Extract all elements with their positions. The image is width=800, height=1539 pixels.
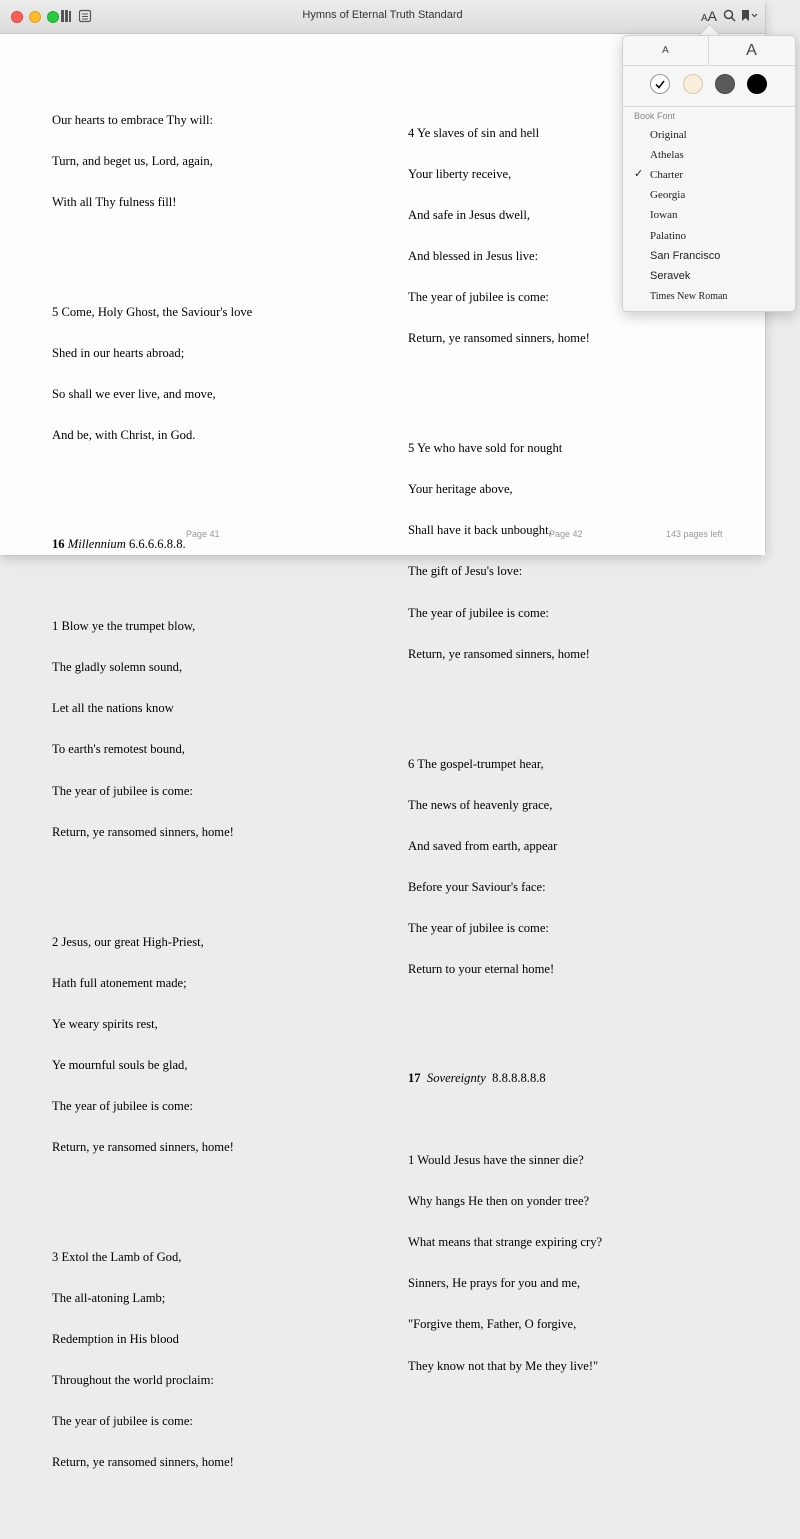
verse-line: Ye mournful souls be glad,: [52, 1057, 188, 1072]
verse-line: The gladly solemn sound,: [52, 660, 183, 675]
increase-font-size-button[interactable]: A: [746, 42, 757, 59]
text-size-button[interactable]: [701, 8, 717, 24]
verse-line: 6 The gospel-trumpet hear,: [408, 756, 544, 771]
font-option-palatino[interactable]: Palatino: [650, 230, 687, 242]
text-size-large-glyph: A: [707, 8, 718, 24]
stanza: [408, 1127, 602, 1401]
font-option-iowan[interactable]: Iowan: [650, 209, 678, 221]
stanza: [408, 99, 602, 373]
hymn-heading: [408, 1072, 602, 1086]
verse-line: 3 Extol the Lamb of God,: [52, 1249, 182, 1264]
hymn-name: Sovereignty: [426, 1070, 486, 1085]
verse-line: Our hearts to embrace Thy will:: [52, 112, 213, 127]
left-page: [52, 59, 252, 1539]
verse-line: Return, ye ransomed sinners, home!: [408, 646, 590, 661]
hymn-number: 16: [52, 536, 65, 551]
theme-row: [623, 66, 795, 107]
verse-line: The news of heavenly grace,: [408, 797, 553, 812]
window-title: Hymns of Eternal Truth Standard: [302, 9, 463, 21]
verse-line: And blessed in Jesus live:: [408, 249, 539, 264]
bookmark-icon[interactable]: [740, 9, 758, 27]
verse-line: Return to your eternal home!: [408, 962, 555, 977]
verse-line: 2 Jesus, our great High-Priest,: [52, 934, 204, 949]
stanza: [52, 279, 252, 471]
theme-sepia-button[interactable]: [683, 74, 703, 94]
verse-line: The gift of Jesu's love:: [408, 564, 523, 579]
verse-line: The year of jubilee is come:: [408, 290, 549, 305]
verse-line: Return, ye ransomed sinners, home!: [52, 1455, 234, 1470]
verse-line: The year of jubilee is come:: [408, 920, 549, 935]
search-icon[interactable]: [723, 9, 736, 27]
page-number-right: Page 42: [549, 529, 583, 539]
verse-line: Let all the nations know: [52, 701, 174, 716]
verse-line: The year of jubilee is come:: [408, 605, 549, 620]
font-size-row: [623, 36, 795, 66]
verse-line: With all Thy fulness fill!: [52, 195, 177, 209]
verse-line: Throughout the world proclaim:: [52, 1373, 214, 1388]
pages-left-label: 143 pages left: [666, 529, 723, 539]
verse-line: The all-atoning Lamb;: [52, 1291, 166, 1306]
verse-line: Return, ye ransomed sinners, home!: [52, 824, 234, 839]
decrease-font-size-button[interactable]: A: [623, 36, 709, 65]
verse-line: Sinners, He prays for you and me,: [408, 1276, 581, 1291]
title-bar[interactable]: [0, 0, 765, 34]
font-option-times-new-roman[interactable]: Times New Roman: [650, 291, 728, 302]
book-font-label: Book Font: [634, 111, 676, 121]
verse-line: The year of jubilee is come:: [52, 1414, 193, 1429]
verse-line: And be, with Christ, in God.: [52, 428, 196, 443]
verse-line: Shall have it back unbought,: [408, 523, 552, 538]
appearance-popover: [622, 35, 796, 312]
verse-line: So shall we ever live, and move,: [52, 387, 216, 402]
stanza: [408, 415, 602, 689]
right-page: [408, 72, 602, 1442]
stanza: [408, 730, 602, 1004]
verse-line: Return, ye ransomed sinners, home!: [408, 331, 590, 346]
verse-line: Your liberty receive,: [408, 166, 512, 181]
verse-line: Your heritage above,: [408, 482, 513, 497]
verse-line: They know not that by Me they live!": [408, 1358, 599, 1373]
stanza: [52, 908, 252, 1182]
verse-line: Turn, and beget us, Lord, again,: [52, 153, 213, 168]
hymn-heading: [52, 538, 252, 552]
stanza: [52, 86, 252, 237]
hymn-number: 17: [408, 1070, 421, 1085]
theme-night-button[interactable]: [747, 74, 767, 94]
verse-line: 5 Ye who have sold for nought: [408, 441, 563, 456]
stanza: [52, 593, 252, 867]
verse-line: And safe in Jesus dwell,: [408, 208, 531, 222]
font-option-georgia[interactable]: Georgia: [650, 189, 686, 201]
verse-line: To earth's remotest bound,: [52, 742, 185, 757]
verse-line: Hath full atonement made;: [52, 975, 187, 990]
hymn-meter: 6.6.6.6.8.8.: [128, 536, 186, 551]
verse-line: Shed in our hearts abroad;: [52, 346, 185, 360]
verse-line: Redemption in His blood: [52, 1332, 179, 1347]
selected-font-checkmark-icon: ✓: [634, 168, 644, 180]
verse-line: 1 Blow ye the trumpet blow,: [52, 619, 196, 634]
theme-white-button[interactable]: [650, 74, 670, 94]
theme-gray-button[interactable]: [715, 74, 735, 94]
verse-line: 5 Come, Holy Ghost, the Saviour's love: [52, 304, 253, 319]
font-option-charter[interactable]: Charter: [650, 169, 683, 181]
hymn-name: Millennium: [67, 536, 126, 551]
verse-line: 1 Would Jesus have the sinner die?: [408, 1153, 584, 1168]
hymn-meter: 8.8.8.8.8.8: [492, 1070, 546, 1085]
font-option-san-francisco[interactable]: San Francisco: [650, 250, 721, 262]
font-option-seravek[interactable]: Seravek: [650, 270, 691, 282]
stanza: [52, 1224, 252, 1498]
verse-line: The year of jubilee is come:: [52, 783, 193, 798]
page-number-left: Page 41: [186, 529, 220, 539]
verse-line: What means that strange expiring cry?: [408, 1235, 603, 1250]
text-size-small-glyph: A: [701, 13, 708, 24]
verse-line: Before your Saviour's face:: [408, 879, 546, 894]
verse-line: Return, ye ransomed sinners, home!: [52, 1140, 234, 1155]
verse-line: Ye weary spirits rest,: [52, 1016, 158, 1031]
verse-line: 4 Ye slaves of sin and hell: [408, 125, 540, 140]
font-option-original[interactable]: Original: [650, 129, 687, 141]
verse-line: The year of jubilee is come:: [52, 1098, 193, 1113]
verse-line: Why hangs He then on yonder tree?: [408, 1194, 590, 1209]
font-option-athelas[interactable]: Athelas: [650, 149, 684, 161]
verse-line: And saved from earth, appear: [408, 838, 558, 853]
checkmark-icon: [651, 75, 669, 93]
verse-line: "Forgive them, Father, O forgive,: [408, 1317, 577, 1332]
